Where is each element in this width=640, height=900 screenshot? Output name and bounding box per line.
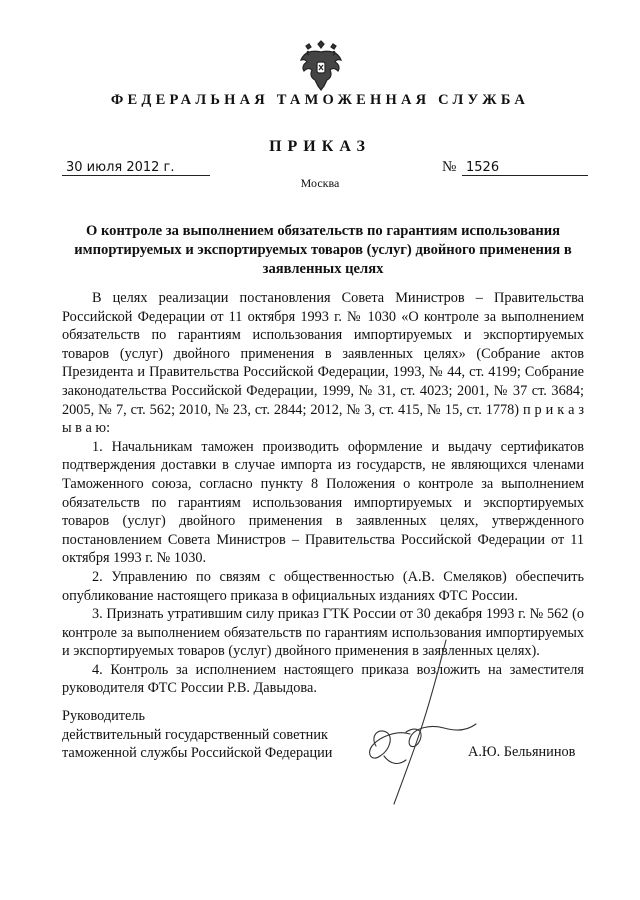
signer-block (62, 707, 362, 763)
order-subject: О контроле за выполнением обязательств по гарантиям использования импортируемых и экспортируемых товаров (услуг) двойного применения в заявленных целях (74, 223, 572, 277)
agency-name: ФЕДЕРАЛЬНАЯ ТАМОЖЕННАЯ СЛУЖБА (110, 92, 530, 108)
paragraph-item-1: 1. Начальникам таможен производить оформление и выдачу сертификатов подтверждения доставки в случае импорта из государств, не являющихся членами Таможенного союза, согласно пункту 8 Положения о контроле за выполнением обязательств по гарантиям использования импортируемых и экспортируемых товаров (услуг) двойного применения в заявленных целях, утвержденного постановлением Совета Министров – Правительства Российской Федерации от 11 октября 1993 г. № 1030. (62, 438, 584, 567)
order-body (62, 289, 584, 698)
handwritten-signature (350, 632, 500, 812)
paragraph-item-3: 3. Признать утратившим силу приказ ГТК России от 30 декабря 1993 г. № 562 (о контроле за выполнением обязательств по гарантиям использования импортируемых и экспортируемых товаров (услуг) двойного применения в заявленных целях). (62, 606, 584, 660)
double-headed-eagle-icon (298, 40, 344, 92)
paragraph-preamble: В целях реализации постановления Совета Министров – Правительства Российской Федерации от 11 октября 1993 г. № 1030 «О контроле за выполнением обязательств по гарантиям использования импортируемых и экспортируемых товаров (услуг) двойного применения в заявленных целях» (Собрание актов Президента и Правительства Российской Федерации, 1993, № 44, ст. 4199; Собрание законодательства Российской Федерации, 1999, № 31, ст. 4023; 2001, № 37 ст. 3684; 2005, № 7, ст. 562; 2010, № 23, ст. 2844; 2012, № 3, ст. 415, № 15, ст. 1778) п р и к а з ы в а ю: (62, 290, 584, 437)
order-number: 1526 (462, 160, 588, 176)
order-title: ПРИКАЗ (269, 138, 371, 155)
order-number-label: № (442, 159, 457, 175)
signer-title-line-1: Руководитель (62, 708, 146, 724)
order-city: Москва (300, 176, 340, 190)
order-date: 30 июля 2012 г. (62, 160, 210, 176)
signer-name: А.Ю. Бельянинов (468, 744, 576, 760)
signer-title-line-3: таможенной службы Российской Федерации (62, 745, 333, 762)
paragraph-item-2: 2. Управлению по связям с общественностью (А.В. Смеляков) обеспечить опубликование настоящего приказа в официальных изданиях ФТС России. (62, 568, 584, 604)
signer-title-line-2: действительный государственный советник (62, 726, 328, 743)
paragraph-item-4: 4. Контроль за исполнением настоящего приказа возложить на заместителя руководителя ФТС России Р.В. Давыдова. (62, 661, 584, 697)
